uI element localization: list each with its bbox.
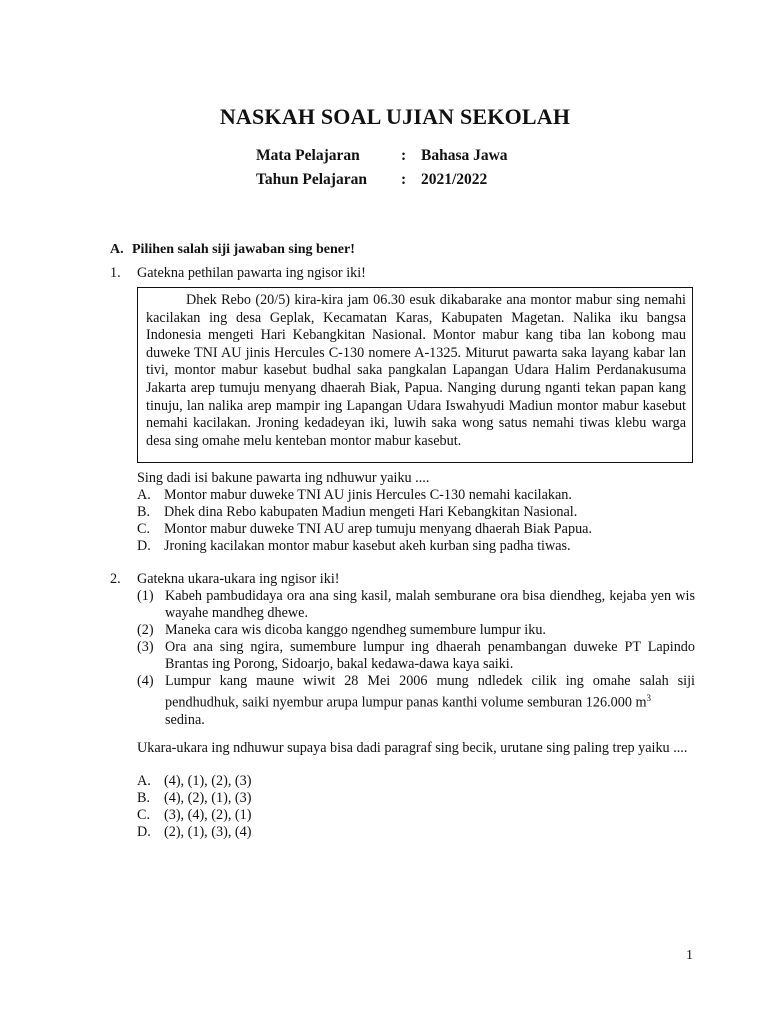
sentence-number: (1) <box>137 588 154 604</box>
question-1-stem: Sing dadi isi bakune pawarta ing ndhuwur yaiku .... <box>137 470 430 486</box>
superscript: 3 <box>646 693 651 704</box>
sentence-text <box>165 673 695 729</box>
sentence-tail: sedina. <box>165 712 205 729</box>
option-letter: C. <box>137 521 151 537</box>
section-letter: A. <box>110 242 124 257</box>
question-1-prompt: Gatekna pethilan pawarta ing ngisor iki! <box>137 265 366 281</box>
question-2-number: 2. <box>110 571 121 587</box>
option-letter: D. <box>137 538 151 554</box>
sentence-main: Lumpur kang maune wiwit 28 Mei 2006 mung ndledek cilik ing omahe salah siji pendhudhuk, saiki nyembur arupa lumpur panas kanthi volume semburan 126.000 m <box>165 673 695 711</box>
question-2-prompt: Gatekna ukara-ukara ing ngisor iki! <box>137 571 340 587</box>
option-text: Jroning kacilakan montor mabur kasebut akeh kurban sing padha tiwas. <box>164 538 571 554</box>
option-text: (2), (1), (3), (4) <box>164 824 252 840</box>
option-letter: B. <box>137 790 151 806</box>
option-text: Montor mabur duweke TNI AU arep tumuju menyang dhaerah Biak Papua. <box>164 521 593 537</box>
meta-colon: : <box>401 147 407 164</box>
sentence-number: (2) <box>137 622 154 638</box>
option-letter: A. <box>137 487 151 503</box>
option-letter: A. <box>137 773 151 789</box>
question-2-stem: Ukara-ukara ing ndhuwur supaya bisa dadi paragraf sing becik, urutane sing paling trep yaiku .... <box>137 740 688 756</box>
meta-label: Tahun Pelajaran <box>256 171 367 188</box>
sentence-text: Ora ana sing ngira, sumembure lumpur ing dhaerah penambangan duweke PT Lapindo Brantas ing Porong, Sidoarjo, bakal kedawa-dawa kaya saiki. <box>165 639 695 673</box>
sentence-text: Maneka cara wis dicoba kanggo ngendheg sumembure lumpur iku. <box>165 622 546 638</box>
question-1-number: 1. <box>110 265 121 281</box>
option-text: (4), (2), (1), (3) <box>164 790 252 806</box>
page-number: 1 <box>686 948 693 963</box>
news-passage: Dhek Rebo (20/5) kira-kira jam 06.30 esuk dikabarake ana montor mabur sing nemahi kacilakan ing desa Geplak, Kecamatan Karas, Kabupaten Magetan. Nalika iku bangsa Indonesia mengeti Hari Kebangkitan Nasional. Montor mabur kang tiba lan kobong mau duweke TNI AU jinis Hercules C-130 nomere A-1325. Miturut pawarta saka layang kabar lan tivi, montor mabur kasebut budhal saka pangkalan Lapangan Udara Halim Perdanakusuma Jakarta arep tumuju menyang dhaerah Biak, Papua. Nanging durung nganti tekan papan kang tinuju, lan nalika arep mampir ing Lapangan Udara Iswahyudi Madiun montor mabur kasebut nemahi kacilakan. Jroning kedadeyan iki, luwih saka wong satus nemahi tiwas klebu warga desa sing omahe melu kenteban montor mabur kasebut. <box>146 292 686 449</box>
option-text: (4), (1), (2), (3) <box>164 773 252 789</box>
sentence-text: Kabeh pambudidaya ora ana sing kasil, malah semburane ora bisa diendheg, kejaba yen wis wayahe mandheg dhewe. <box>165 588 695 622</box>
section-heading <box>110 242 355 258</box>
option-text: (3), (4), (2), (1) <box>164 807 252 823</box>
option-letter: B. <box>137 504 151 520</box>
option-text: Montor mabur duweke TNI AU jinis Hercules C-130 nemahi kacilakan. <box>164 487 572 503</box>
sentence-number: (3) <box>137 639 154 655</box>
meta-value: Bahasa Jawa <box>421 147 508 164</box>
option-text: Dhek dina Rebo kabupaten Madiun mengeti Hari Kebangkitan Nasional. <box>164 504 578 520</box>
section-instruction: Pilihen salah siji jawaban sing bener! <box>132 242 355 257</box>
page-title: NASKAH SOAL UJIAN SEKOLAH <box>219 104 571 129</box>
option-letter: C. <box>137 807 151 823</box>
option-letter: D. <box>137 824 151 840</box>
meta-colon: : <box>401 171 407 188</box>
sentence-number: (4) <box>137 673 154 689</box>
meta-label: Mata Pelajaran <box>256 147 360 164</box>
meta-value: 2021/2022 <box>421 171 488 188</box>
